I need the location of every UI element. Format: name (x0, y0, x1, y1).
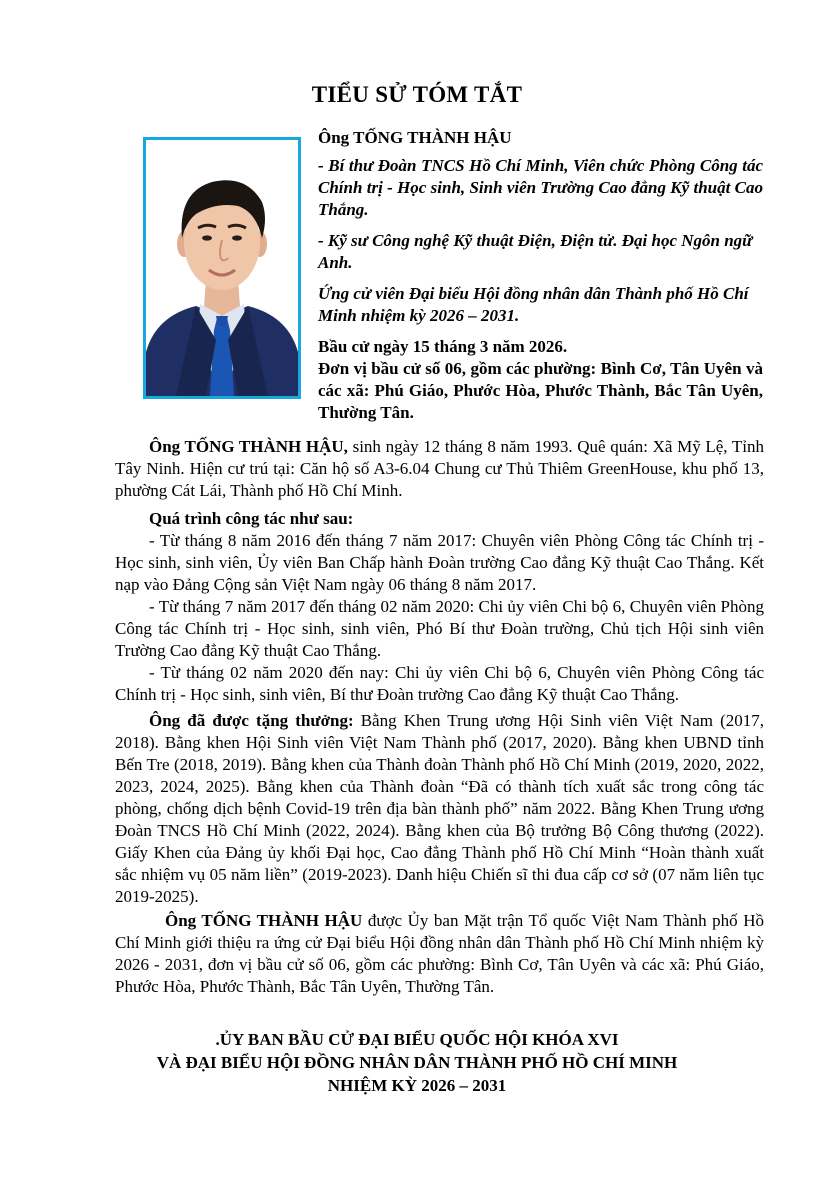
candidacy-statement: Ứng cử viên Đại biểu Hội đồng nhân dân Thành phố Hồ Chí Minh nhiệm kỳ 2026 – 2031. (318, 284, 749, 325)
biography-body (115, 436, 764, 998)
portrait-photo (143, 137, 301, 399)
candidate-intro (318, 127, 763, 424)
work-item: - Từ tháng 8 năm 2016 đến tháng 7 năm 2017: Chuyên viên Phòng Công tác Chính trị - Học sinh, sinh viên, Ủy viên Ban Chấp hành Đoàn trường Cao đẳng Kỹ thuật Cao Thắng. Kết nạp vào Đảng Cộng sản Việt Nam ngày 06 tháng 8 năm 2017. (115, 531, 764, 594)
portrait-illustration (146, 140, 298, 396)
awards-heading: Ông đã được tặng thưởng: (149, 711, 354, 730)
footer-line-3: NHIỆM KỲ 2026 – 2031 (327, 1076, 507, 1095)
candidate-name: Ông TỐNG THÀNH HẬU (318, 128, 512, 147)
bio-text: sinh ngày 12 tháng 8 năm 1993. Quê quán: Xã Mỹ Lệ, Tỉnh Tây Ninh. Hiện cư trú tại: Căn hộ số A3-6.04 Chung cư Thủ Thiêm GreenHouse, khu phố 13, phường Cát Lái, Thành phố Hồ Chí Minh. (115, 437, 764, 500)
awards-text: Bằng Khen Trung ương Hội Sinh viên Việt Nam (2017, 2018). Bằng khen Hội Sinh viên Việt Nam Thành phố (2017, 2020). Bằng khen UBND tỉnh Bến Tre (2018, 2019). Bằng khen của Thành đoàn Thành phố Hồ Chí Minh (2019, 2020, 2022, 2023, 2024, 2025). Bằng khen của Thành đoàn “Đã có thành tích xuất sắc trong công tác phòng, chống dịch bệnh Covid-19 trên địa bàn thành phố” năm 2022. Bằng Khen Trung ương Đoàn TNCS Hồ Chí Minh (2022, 2024). Bằng khen của Bộ trưởng Bộ Công thương (2022). Giấy Khen của Đảng ủy khối Đại học, Cao đẳng Thành phố Hồ Chí Minh “Hoàn thành xuất sắc nhiệm vụ 05 năm liền” (2019-2023). Danh hiệu Chiến sĩ thi đua cấp cơ sở (07 năm liên tục 2019-2025). (115, 711, 764, 906)
bio-name: Ông TỐNG THÀNH HẬU, (149, 437, 348, 456)
awards-paragraph (115, 710, 764, 908)
issuing-committee (0, 1028, 834, 1097)
electoral-unit: Đơn vị bầu cử số 06, gồm các phường: Bình Cơ, Tân Uyên và các xã: Phú Giáo, Phước Hòa, Phước Thành, Bắc Tân Uyên, Thường Tân. (318, 359, 763, 422)
work-heading: Quá trình công tác như sau: (149, 509, 354, 528)
candidate-role: - Bí thư Đoàn TNCS Hồ Chí Minh, Viên chức Phòng Công tác Chính trị - Học sinh, Sinh viên Trường Cao đẳng Kỹ thuật Cao Thắng. (318, 156, 763, 219)
nomination-name: Ông TỐNG THÀNH HẬU (165, 911, 363, 930)
nomination-text: được Ủy ban Mặt trận Tổ quốc Việt Nam Thành phố Hồ Chí Minh giới thiệu ra ứng cử Đại biểu Hội đồng nhân dân Thành phố Hồ Chí Minh nhiệm kỳ 2026 - 2031, đơn vị bầu cử số 06, gồm các phường: Bình Cơ, Tân Uyên và các xã: Phú Giáo, Phước Hòa, Phước Thành, Bắc Tân Uyên, Thường Tân. (115, 911, 764, 996)
work-item: - Từ tháng 7 năm 2017 đến tháng 02 năm 2020: Chi ủy viên Chi bộ 6, Chuyên viên Phòng Công tác Chính trị - Học sinh, sinh viên, Phó Bí thư Đoàn trường, Chủ tịch Hội sinh viên Trường Cao đẳng Kỹ thuật Cao Thắng. (115, 597, 764, 660)
page-title: TIỂU SỬ TÓM TẮT (311, 82, 523, 107)
work-item: - Từ tháng 02 năm 2020 đến nay: Chi ủy viên Chi bộ 6, Chuyên viên Phòng Công tác Chính trị - Học sinh, sinh viên, Bí thư Đoàn trường Cao đẳng Kỹ thuật Cao Thắng. (115, 663, 764, 704)
candidate-degree: - Kỹ sư Công nghệ Kỹ thuật Điện, Điện tử. Đại học Ngôn ngữ Anh. (318, 231, 753, 272)
bio-paragraph (115, 436, 764, 502)
nomination-paragraph (115, 910, 764, 998)
election-date: Bầu cử ngày 15 tháng 3 năm 2026. (318, 337, 568, 356)
footer-line-1: .ỦY BAN BẦU CỬ ĐẠI BIỂU QUỐC HỘI KHÓA XVI (215, 1030, 619, 1049)
footer-line-2: VÀ ĐẠI BIỂU HỘI ĐỒNG NHÂN DÂN THÀNH PHỐ HỒ CHÍ MINH (156, 1053, 678, 1072)
